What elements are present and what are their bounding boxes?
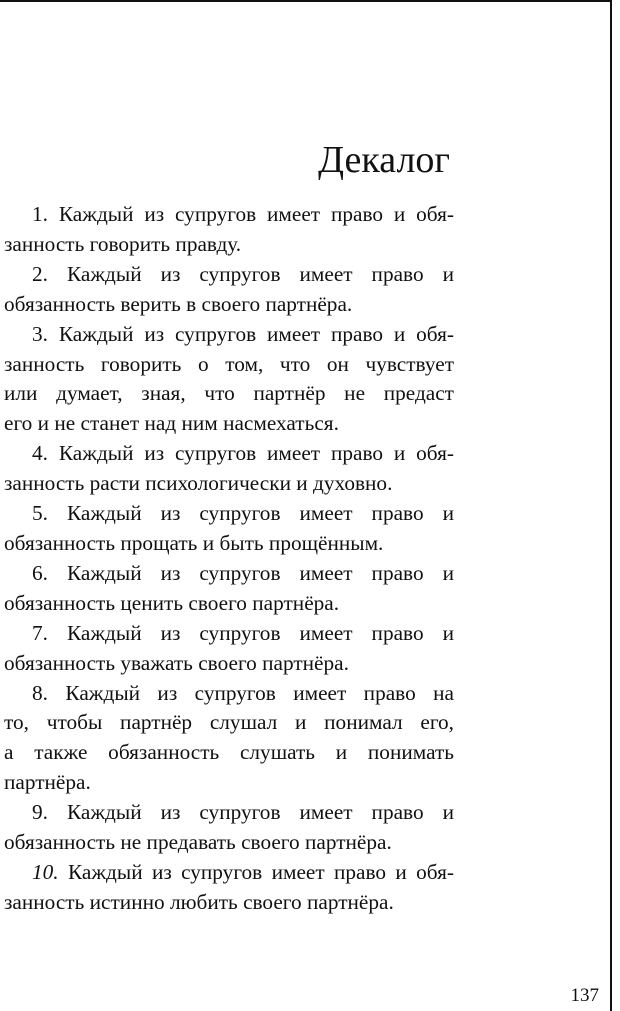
decalogue-item — [4, 679, 454, 799]
decalogue-item-line: или думает, зная, что партнёр не предаст — [4, 381, 454, 406]
decalogue-item-first-line — [4, 200, 454, 230]
decalogue-list — [4, 200, 454, 918]
decalogue-item-line: обязанность ценить своего партнёра. — [4, 590, 340, 615]
decalogue-item — [4, 619, 454, 679]
decalogue-item-text: Каждый из супругов имеет право и обя- — [47, 441, 454, 466]
decalogue-item-text: Каждый из супругов имеет право на — [47, 680, 454, 705]
decalogue-item-line: партнёра. — [4, 770, 91, 795]
decalogue-item-first-line — [4, 798, 454, 828]
decalogue-item — [4, 559, 454, 619]
decalogue-item-number: 7. — [32, 620, 48, 645]
decalogue-item — [4, 858, 454, 918]
decalogue-item-line: обязанность уважать своего партнёра. — [4, 650, 349, 675]
decalogue-item-text: Каждый из супругов имеет право и обя- — [47, 321, 454, 346]
decalogue-item-line: то, чтобы партнёр слушал и понимал его, — [4, 710, 454, 735]
decalogue-item-text: Каждый из супругов имеет право и обя- — [47, 202, 454, 226]
decalogue-item-line: обязанность не предавать своего партнёра. — [4, 830, 392, 855]
decalogue-item-number: 3. — [32, 321, 48, 346]
decalogue-item-first-line — [4, 858, 454, 888]
decalogue-item-text: Каждый из супругов имеет право и — [47, 800, 454, 825]
decalogue-item — [4, 499, 454, 559]
decalogue-item-line: занность истинно любить своего партнёра. — [4, 889, 394, 914]
decalogue-item-first-line — [4, 260, 454, 290]
decalogue-item-text: Каждый из супругов имеет право и — [47, 560, 454, 585]
decalogue-item-line: его и не станет над ним насмехаться. — [4, 411, 339, 436]
decalogue-item-text: Каждый из супругов имеет право и обя- — [58, 859, 454, 884]
decalogue-item-line: обязанность прощать и быть прощённым. — [4, 530, 384, 555]
decalogue-item-number: 4. — [32, 441, 48, 466]
decalogue-item-number: 1. — [32, 202, 48, 226]
decalogue-item-line: занность говорить о том, что он чувствует — [4, 351, 454, 376]
decalogue-item — [4, 439, 454, 499]
decalogue-item — [4, 200, 454, 260]
decalogue-item-number: 6. — [32, 560, 48, 585]
decalogue-item-first-line — [4, 439, 454, 469]
decalogue-item-first-line — [4, 320, 454, 350]
page-number: 137 — [570, 985, 599, 1006]
decalogue-item-line: занность говорить правду. — [4, 231, 242, 256]
decalogue-item-text: Каждый из супругов имеет право и — [47, 261, 454, 286]
decalogue-item-first-line — [4, 499, 454, 529]
decalogue-item-number: 8. — [32, 680, 48, 705]
decalogue-item-line: а также обязанность слушать и понимать — [4, 740, 454, 765]
decalogue-item-first-line — [4, 679, 454, 709]
decalogue-item-line: занность расти психологически и духовно. — [4, 471, 393, 496]
decalogue-item-line: обязанность верить в своего партнёра. — [4, 291, 353, 316]
decalogue-item-text: Каждый из супругов имеет право и — [47, 501, 454, 526]
decalogue-item-number: 5. — [32, 501, 48, 526]
page-title: Декалог — [318, 139, 450, 181]
decalogue-item-first-line — [4, 559, 454, 589]
decalogue-item-number: 9. — [32, 800, 48, 825]
decalogue-item — [4, 798, 454, 858]
decalogue-item — [4, 320, 454, 440]
page-title-container — [0, 138, 450, 182]
decalogue-item — [4, 260, 454, 320]
decalogue-item-number: 2. — [32, 261, 48, 286]
decalogue-item-number: 10. — [32, 859, 59, 884]
decalogue-item-text: Каждый из супругов имеет право и — [47, 620, 454, 645]
decalogue-item-first-line — [4, 619, 454, 649]
